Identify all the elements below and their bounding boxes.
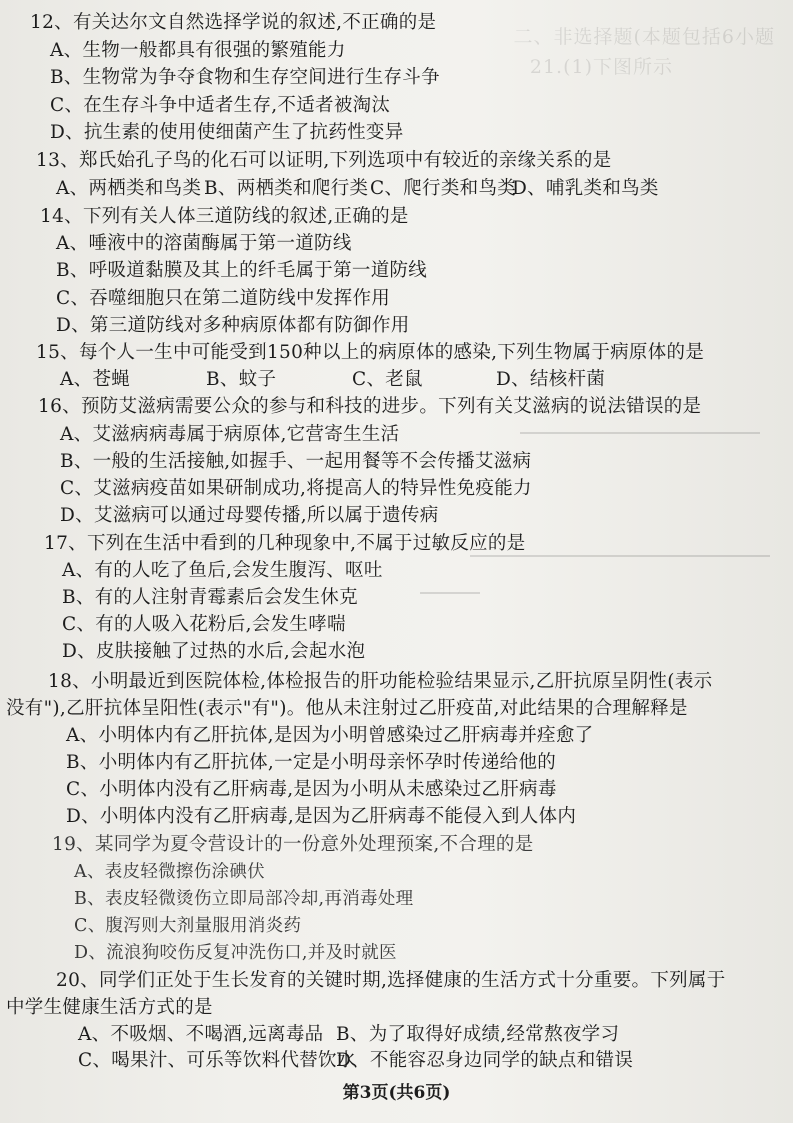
question-17-option-d: D、皮肤接触了过热的水后,会起水泡 bbox=[62, 641, 366, 662]
question-13-option-b: B、两栖类和爬行类 bbox=[204, 178, 369, 199]
page-number-footer: 第3页(共6页) bbox=[342, 1083, 451, 1103]
question-15-stem: 15、每个人一生中可能受到150种以上的病原体的感染,下列生物属于病原体的是 bbox=[36, 342, 705, 363]
question-20-option-a: A、不吸烟、不喝酒,远离毒品 bbox=[78, 1024, 324, 1045]
question-18-option-a: A、小明体内有乙肝抗体,是因为小明曾感染过乙肝病毒并痊愈了 bbox=[66, 725, 594, 746]
question-18-option-d: D、小明体内没有乙肝病毒,是因为乙肝病毒不能侵入到人体内 bbox=[66, 806, 577, 827]
question-13-option-d: D、哺乳类和鸟类 bbox=[512, 178, 659, 199]
question-16-option-a: A、艾滋病病毒属于病原体,它营寄生生活 bbox=[60, 424, 400, 445]
question-15-option-d: D、结核杆菌 bbox=[496, 369, 606, 390]
question-18-stem: 18、小明最近到医院体检,体检报告的肝功能检验结果显示,乙肝抗原呈阴性(表示 bbox=[48, 671, 713, 692]
question-13-stem: 13、郑氏始孔子鸟的化石可以证明,下列选项中有较近的亲缘关系的是 bbox=[36, 150, 612, 171]
question-20-stem-continued: 中学生健康生活方式的是 bbox=[6, 997, 213, 1018]
question-14-option-c: C、吞噬细胞只在第二道防线中发挥作用 bbox=[56, 288, 391, 309]
question-17-option-c: C、有的人吸入花粉后,会发生哮喘 bbox=[62, 614, 346, 635]
question-19-option-c: C、腹泻则大剂量服用消炎药 bbox=[74, 916, 302, 936]
question-20-option-b: B、为了取得好成绩,经常熬夜学习 bbox=[336, 1024, 620, 1045]
question-17-option-a: A、有的人吃了鱼后,会发生腹泻、呕吐 bbox=[62, 560, 383, 581]
question-18-stem-continued: 没有"),乙肝抗体呈阳性(表示"有")。他从未注射过乙肝疫苗,对此结果的合理解释是 bbox=[6, 698, 688, 719]
bleed-through-text: 21.(1)下图所示 bbox=[529, 56, 673, 78]
question-15-option-b: B、蚊子 bbox=[206, 369, 277, 390]
question-12-option-c: C、在生存斗争中适者生存,不适者被淘汰 bbox=[50, 95, 391, 116]
question-12-stem: 12、有关达尔文自然选择学说的叙述,不正确的是 bbox=[30, 12, 437, 33]
question-14-option-a: A、唾液中的溶菌酶属于第一道防线 bbox=[56, 233, 352, 254]
question-15-option-a: A、苍蝇 bbox=[60, 369, 131, 390]
question-20-option-d: D、不能容忍身边同学的缺点和错误 bbox=[336, 1050, 634, 1071]
question-20-stem: 20、同学们正处于生长发育的关键时期,选择健康的生活方式十分重要。下列属于 bbox=[56, 970, 726, 991]
question-12-option-b: B、生物常为争夺食物和生存空间进行生存斗争 bbox=[50, 67, 440, 88]
question-16-option-b: B、一般的生活接触,如握手、一起用餐等不会传播艾滋病 bbox=[60, 451, 532, 472]
question-17-option-b: B、有的人注射青霉素后会发生休克 bbox=[62, 587, 358, 608]
question-17-stem: 17、下列在生活中看到的几种现象中,不属于过敏反应的是 bbox=[44, 533, 526, 554]
question-20-option-c: C、喝果汁、可乐等饮料代替饮水 bbox=[78, 1050, 356, 1071]
question-16-option-d: D、艾滋病可以通过母婴传播,所以属于遗传病 bbox=[60, 505, 439, 526]
question-19-stem: 19、某同学为夏令营设计的一份意外处理预案,不合理的是 bbox=[52, 834, 534, 855]
question-15-option-c: C、老鼠 bbox=[352, 369, 423, 390]
bleed-through-text: 二、非选择题(本题包括6小题 bbox=[513, 26, 775, 48]
question-14-option-b: B、呼吸道黏膜及其上的纤毛属于第一道防线 bbox=[56, 260, 428, 281]
question-18-option-c: C、小明体内没有乙肝病毒,是因为小明从未感染过乙肝病毒 bbox=[66, 779, 557, 800]
question-18-option-b: B、小明体内有乙肝抗体,一定是小明母亲怀孕时传递给他的 bbox=[66, 752, 557, 773]
question-19-option-d: D、流浪狗咬伤反复冲洗伤口,并及时就医 bbox=[74, 943, 397, 963]
bleed-through-line bbox=[420, 592, 480, 594]
question-13-option-a: A、两栖类和鸟类 bbox=[56, 178, 202, 199]
question-19-option-b: B、表皮轻微烫伤立即局部冷却,再消毒处理 bbox=[74, 889, 414, 909]
question-12-option-a: A、生物一般都具有很强的繁殖能力 bbox=[50, 40, 346, 61]
question-13-option-c: C、爬行类和鸟类 bbox=[370, 178, 517, 199]
bleed-through-line bbox=[470, 555, 770, 557]
question-14-stem: 14、下列有关人体三道防线的叙述,正确的是 bbox=[40, 206, 409, 227]
question-16-option-c: C、艾滋病疫苗如果研制成功,将提高人的特异性免疫能力 bbox=[60, 478, 532, 499]
question-12-option-d: D、抗生素的使用使细菌产生了抗药性变异 bbox=[50, 122, 404, 143]
bleed-through-line bbox=[520, 432, 760, 434]
question-14-option-d: D、第三道防线对多种病原体都有防御作用 bbox=[56, 315, 410, 336]
question-16-stem: 16、预防艾滋病需要公众的参与和科技的进步。下列有关艾滋病的说法错误的是 bbox=[38, 396, 702, 417]
question-19-option-a: A、表皮轻微擦伤涂碘伏 bbox=[74, 862, 265, 882]
